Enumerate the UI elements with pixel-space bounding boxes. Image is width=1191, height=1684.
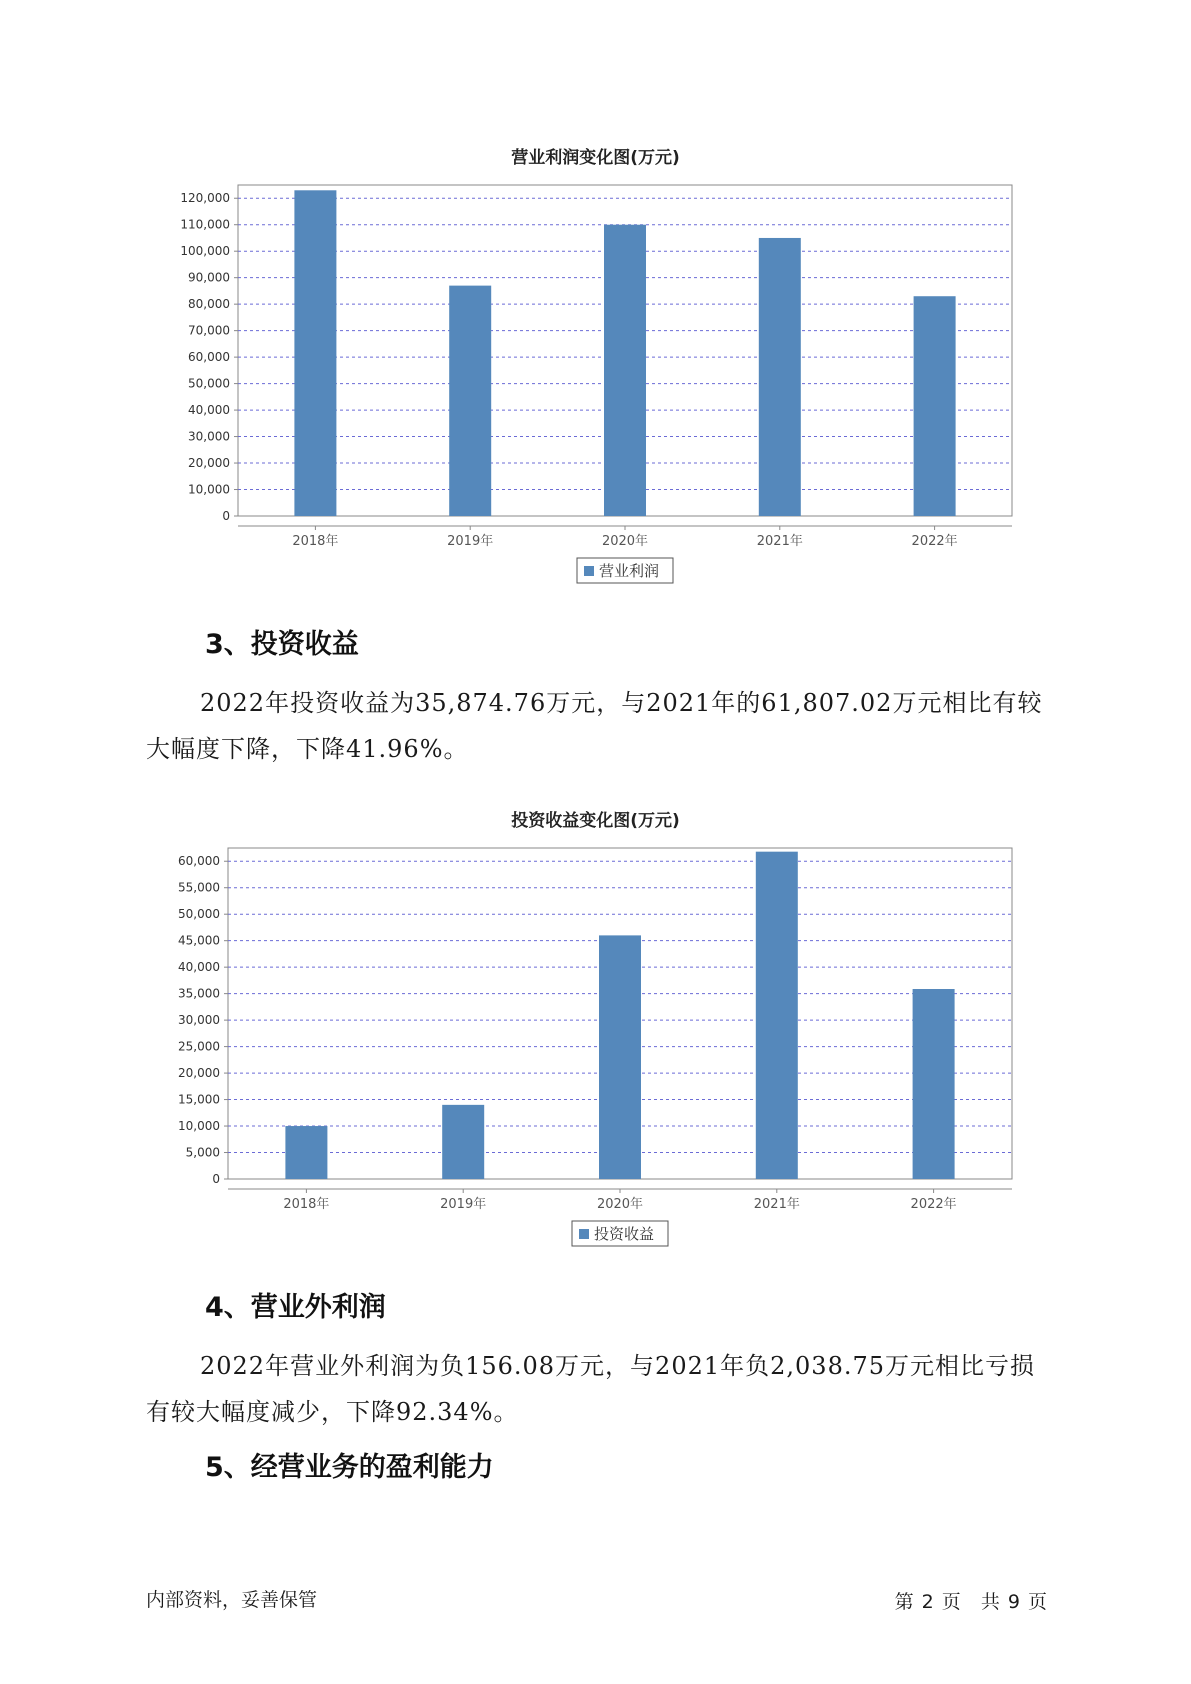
y-tick-label: 40,000 — [178, 960, 220, 975]
chart1-title: 营业利润变化图(万元) — [511, 148, 680, 168]
page-prefix: 第 — [894, 1591, 914, 1613]
y-tick-label: 110,000 — [180, 217, 230, 232]
y-tick-label: 20,000 — [188, 456, 230, 471]
chart2-title: 投资收益变化图(万元) — [511, 811, 680, 831]
chart1-operating-profit — [0, 175, 1191, 595]
legend — [572, 1221, 668, 1246]
y-tick-label: 10,000 — [178, 1119, 220, 1134]
y-tick-label: 40,000 — [188, 403, 230, 418]
y-tick-label: 45,000 — [178, 933, 220, 948]
bar — [604, 225, 646, 516]
x-tick-label: 2021年 — [756, 534, 803, 549]
bar — [914, 296, 956, 516]
y-tick-label: 50,000 — [178, 907, 220, 922]
page-mid: 页 — [941, 1591, 961, 1613]
y-tick-label: 60,000 — [178, 854, 220, 869]
y-tick-label: 10,000 — [188, 482, 230, 497]
section-heading-investment-income: 3、投资收益 — [205, 629, 359, 660]
y-tick-label: 30,000 — [188, 429, 230, 444]
footer-page-number — [891, 1587, 1051, 1614]
y-tick-label: 60,000 — [188, 350, 230, 365]
section-heading-profitability: 5、经营业务的盈利能力 — [205, 1452, 494, 1483]
bar — [599, 935, 641, 1179]
page-total-prefix: 共 — [980, 1591, 1000, 1613]
y-tick-label: 0 — [222, 509, 230, 523]
bar — [442, 1105, 484, 1179]
bar — [294, 190, 336, 516]
bar — [913, 989, 955, 1179]
y-tick-label: 70,000 — [188, 323, 230, 338]
bar — [759, 238, 801, 516]
x-tick-label: 2020年 — [601, 534, 649, 549]
footer-confidential-note: 内部资料，妥善保管 — [146, 1589, 318, 1611]
y-tick-label: 120,000 — [180, 191, 230, 206]
x-tick-label: 2021年 — [753, 1197, 800, 1212]
y-tick-label: 30,000 — [178, 1013, 220, 1028]
y-tick-label: 35,000 — [178, 986, 220, 1001]
legend — [577, 558, 673, 583]
y-tick-label: 5,000 — [185, 1145, 220, 1160]
page-total: 9 — [1007, 1591, 1020, 1613]
x-tick-label: 2018年 — [292, 534, 339, 549]
page-current: 2 — [921, 1591, 934, 1613]
bar — [756, 852, 798, 1179]
legend-label: 营业利润 — [599, 562, 660, 580]
x-tick-label: 2022年 — [910, 1197, 957, 1212]
y-tick-label: 90,000 — [188, 270, 230, 285]
y-tick-label: 20,000 — [178, 1066, 220, 1081]
y-tick-label: 100,000 — [180, 244, 230, 259]
x-tick-label: 2022年 — [911, 534, 958, 549]
x-tick-label: 2019年 — [440, 1197, 487, 1212]
y-tick-label: 80,000 — [188, 297, 230, 312]
x-tick-label: 2020年 — [596, 1197, 644, 1212]
bar — [449, 286, 491, 516]
legend-label: 投资收益 — [594, 1225, 655, 1243]
y-tick-label: 50,000 — [188, 376, 230, 391]
page-suffix: 页 — [1027, 1591, 1047, 1613]
bar — [285, 1126, 327, 1179]
y-tick-label: 55,000 — [178, 880, 220, 895]
x-tick-label: 2018年 — [283, 1197, 330, 1212]
x-tick-label: 2019年 — [447, 534, 494, 549]
paragraph-non-operating-profit: 2022年营业外利润为负156.08万元，与2021年负2,038.75万元相比亏损有较大幅度减少，下降92.34%。 — [146, 1352, 1036, 1426]
y-tick-label: 0 — [212, 1172, 220, 1186]
y-tick-label: 15,000 — [178, 1092, 220, 1107]
chart2-investment-income — [0, 838, 1191, 1258]
section-heading-non-operating-profit: 4、营业外利润 — [205, 1292, 386, 1323]
y-tick-label: 25,000 — [178, 1039, 220, 1054]
legend-swatch — [579, 1229, 589, 1239]
paragraph-investment-income: 2022年投资收益为35,874.76万元，与2021年的61,807.02万元相比有较大幅度下降，下降41.96%。 — [146, 689, 1043, 763]
legend-swatch — [584, 566, 594, 576]
